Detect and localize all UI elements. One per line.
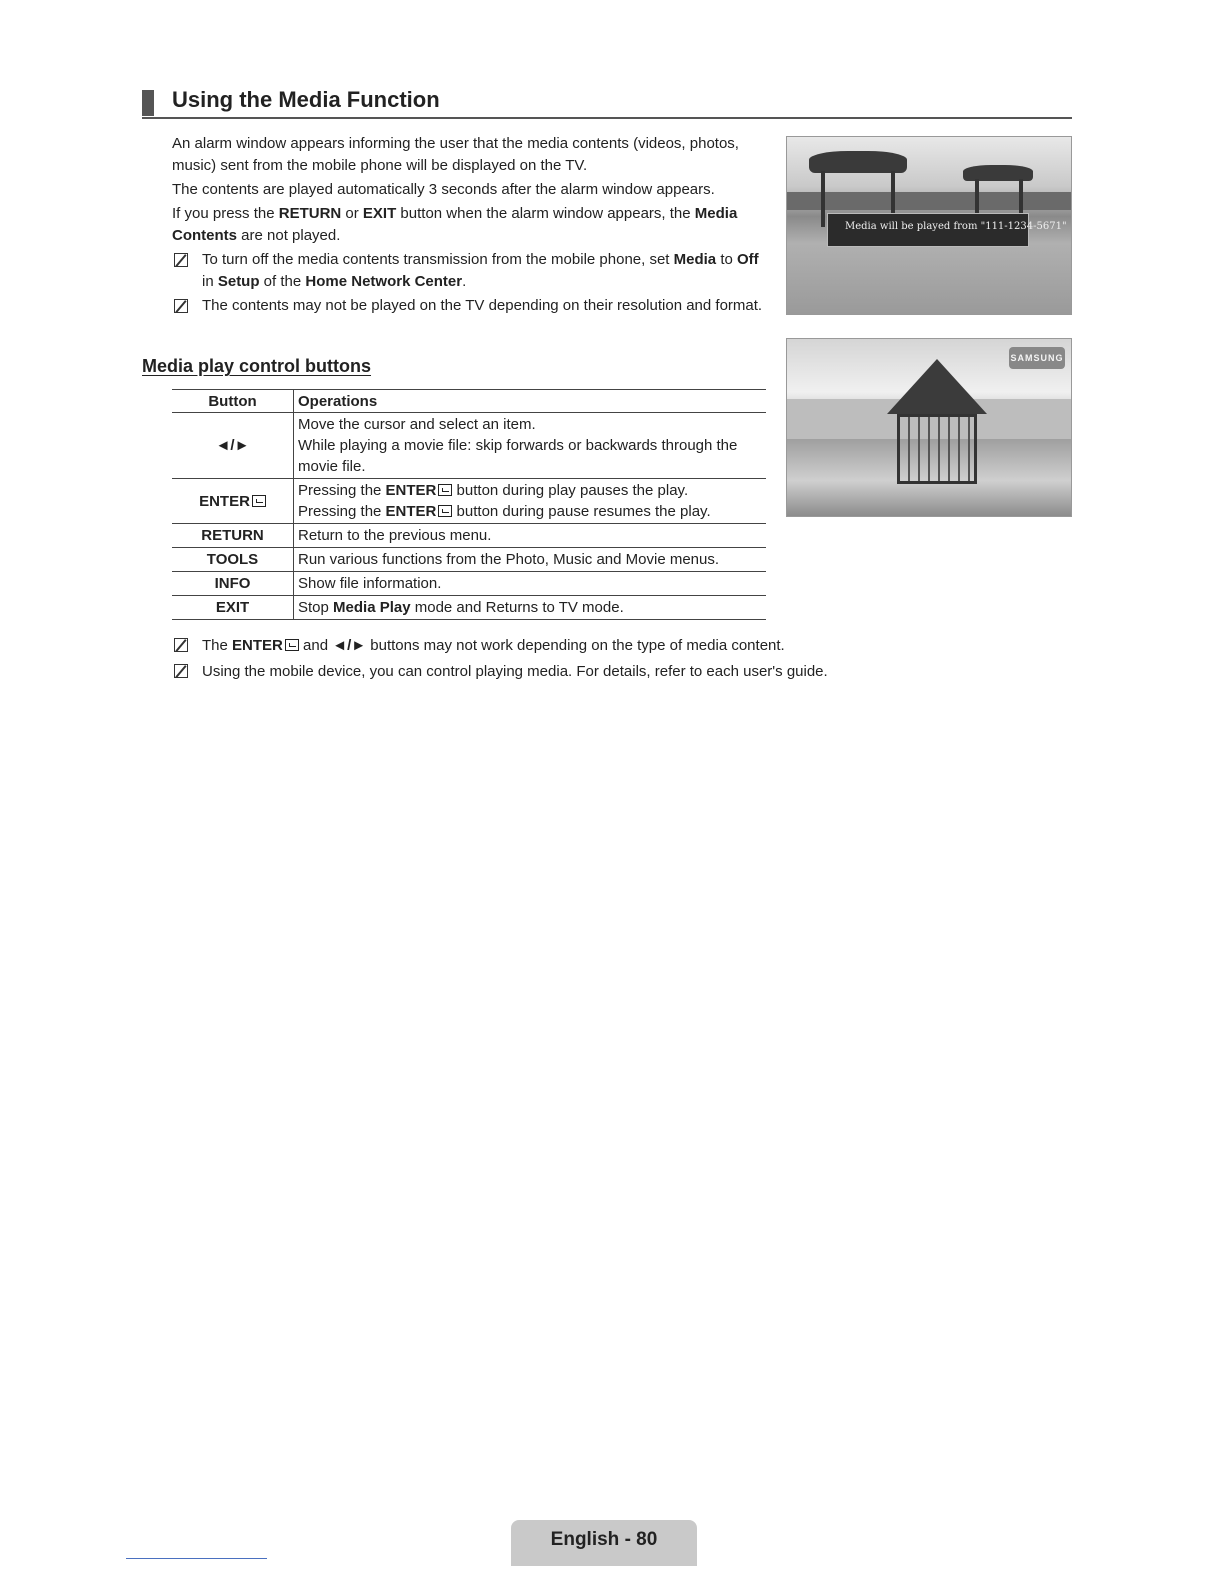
table-header-row — [172, 390, 766, 413]
section-marker-bar — [142, 90, 154, 116]
table-row — [172, 548, 766, 572]
enter-label: ENTER — [199, 492, 250, 510]
home-network-center-keyword: Home Network Center — [305, 273, 463, 290]
section-header — [142, 86, 1072, 118]
page-number: English - 80 — [550, 1529, 658, 1550]
intro-paragraph-2: The contents are played automatically 3 seconds after the alarm window appears. — [172, 181, 715, 198]
footer-rule — [126, 1558, 267, 1559]
text-run: mode and Returns to TV mode. — [410, 599, 624, 616]
enter-icon — [252, 495, 266, 507]
media-control-table — [172, 389, 766, 620]
button-cell — [172, 413, 294, 479]
button-cell: INFO — [172, 572, 294, 596]
enter-keyword: ENTER — [385, 482, 437, 499]
section-rule — [142, 117, 1072, 119]
enter-icon — [438, 484, 452, 496]
media-contents-keyword: Media Contents — [172, 205, 738, 244]
beach-alarm-screenshot — [786, 136, 1072, 315]
text-run: If you press the — [172, 205, 279, 222]
column-header-operations: Operations — [294, 390, 767, 413]
media-keyword: Media — [673, 251, 717, 268]
intro-paragraph-3 — [172, 203, 767, 247]
text-run: Stop — [298, 599, 334, 616]
intro-paragraph-1: An alarm window appears informing the user that the media contents (videos, photos, music) sent from the mobile phone will be displayed on the TV. — [172, 135, 739, 174]
note-pencil-icon — [174, 638, 188, 652]
button-cell — [172, 479, 294, 524]
enter-keyword: ENTER — [385, 503, 437, 520]
left-right-arrows: ◄/► — [332, 637, 367, 654]
table-row — [172, 572, 766, 596]
text-run: of the — [259, 273, 306, 290]
text-run: and — [298, 637, 333, 654]
umbrella-roof — [809, 151, 907, 173]
text-run: buttons may not work depending on the type of media content. — [366, 637, 785, 654]
note-text: The contents may not be played on the TV depending on their resolution and format. — [202, 297, 763, 314]
text-run: Pressing the — [298, 503, 386, 520]
enter-icon — [285, 639, 299, 651]
operation-line: While playing a movie file: skip forwards or backwards through the movie file. — [298, 437, 738, 475]
exit-keyword: EXIT — [362, 205, 397, 222]
operations-cell: Show file information. — [294, 572, 767, 596]
bottom-notes — [172, 634, 892, 686]
sea-strip — [787, 192, 1071, 210]
table-row — [172, 596, 766, 620]
operations-cell — [294, 479, 767, 524]
intro-block — [172, 133, 767, 319]
text-run: are not played. — [237, 227, 341, 244]
subsection-title: Media play control buttons — [142, 356, 372, 376]
media-play-keyword: Media Play — [333, 599, 411, 616]
operations-cell: Run various functions from the Photo, Music and Movie menus. — [294, 548, 767, 572]
gazebo-body — [897, 414, 977, 484]
column-header-button: Button — [172, 390, 294, 413]
operations-cell — [294, 596, 767, 620]
operation-line — [298, 501, 762, 522]
table-row — [172, 413, 766, 479]
note-item — [172, 634, 892, 658]
note-pencil-icon — [174, 664, 188, 678]
umbrella-pole — [821, 171, 825, 227]
note-item — [172, 295, 767, 317]
off-keyword: Off — [737, 251, 759, 268]
gazebo-screenshot — [786, 338, 1072, 517]
table-row — [172, 479, 766, 524]
text-run: To turn off the media contents transmission from the mobile phone, set — [202, 251, 674, 268]
operation-line — [298, 480, 762, 501]
button-cell: EXIT — [172, 596, 294, 620]
text-run: button when the alarm window appears, the — [396, 205, 695, 222]
operations-cell: Return to the previous menu. — [294, 524, 767, 548]
text-run: to — [716, 251, 738, 268]
left-right-arrows: ◄/► — [215, 437, 250, 454]
table-row — [172, 524, 766, 548]
text-run: Pressing the — [298, 482, 386, 499]
enter-keyword: ENTER — [232, 637, 283, 654]
note-item — [172, 660, 892, 684]
text-run: button during play pauses the play. — [452, 482, 689, 499]
section-title: Using the Media Function — [172, 87, 440, 112]
note-pencil-icon — [174, 299, 188, 313]
text-run: or — [341, 205, 363, 222]
alarm-message: Media will be played from "111-1234-5671" — [845, 221, 1067, 232]
samsung-logo: SAMSUNG — [1009, 347, 1065, 369]
text-run: The — [202, 637, 233, 654]
operation-line: Move the cursor and select an item. — [298, 416, 536, 433]
note-item — [172, 249, 767, 293]
setup-keyword: Setup — [217, 273, 260, 290]
enter-icon — [438, 505, 452, 517]
text-run: in — [202, 273, 218, 290]
return-keyword: RETURN — [278, 205, 342, 222]
gazebo-roof — [887, 359, 987, 414]
note-pencil-icon — [174, 253, 188, 267]
text-run: . — [462, 273, 467, 290]
button-cell: TOOLS — [172, 548, 294, 572]
operations-cell — [294, 413, 767, 479]
note-text: Using the mobile device, you can control playing media. For details, refer to each user's guide. — [202, 663, 828, 680]
text-run: button during pause resumes the play. — [452, 503, 711, 520]
button-cell: RETURN — [172, 524, 294, 548]
